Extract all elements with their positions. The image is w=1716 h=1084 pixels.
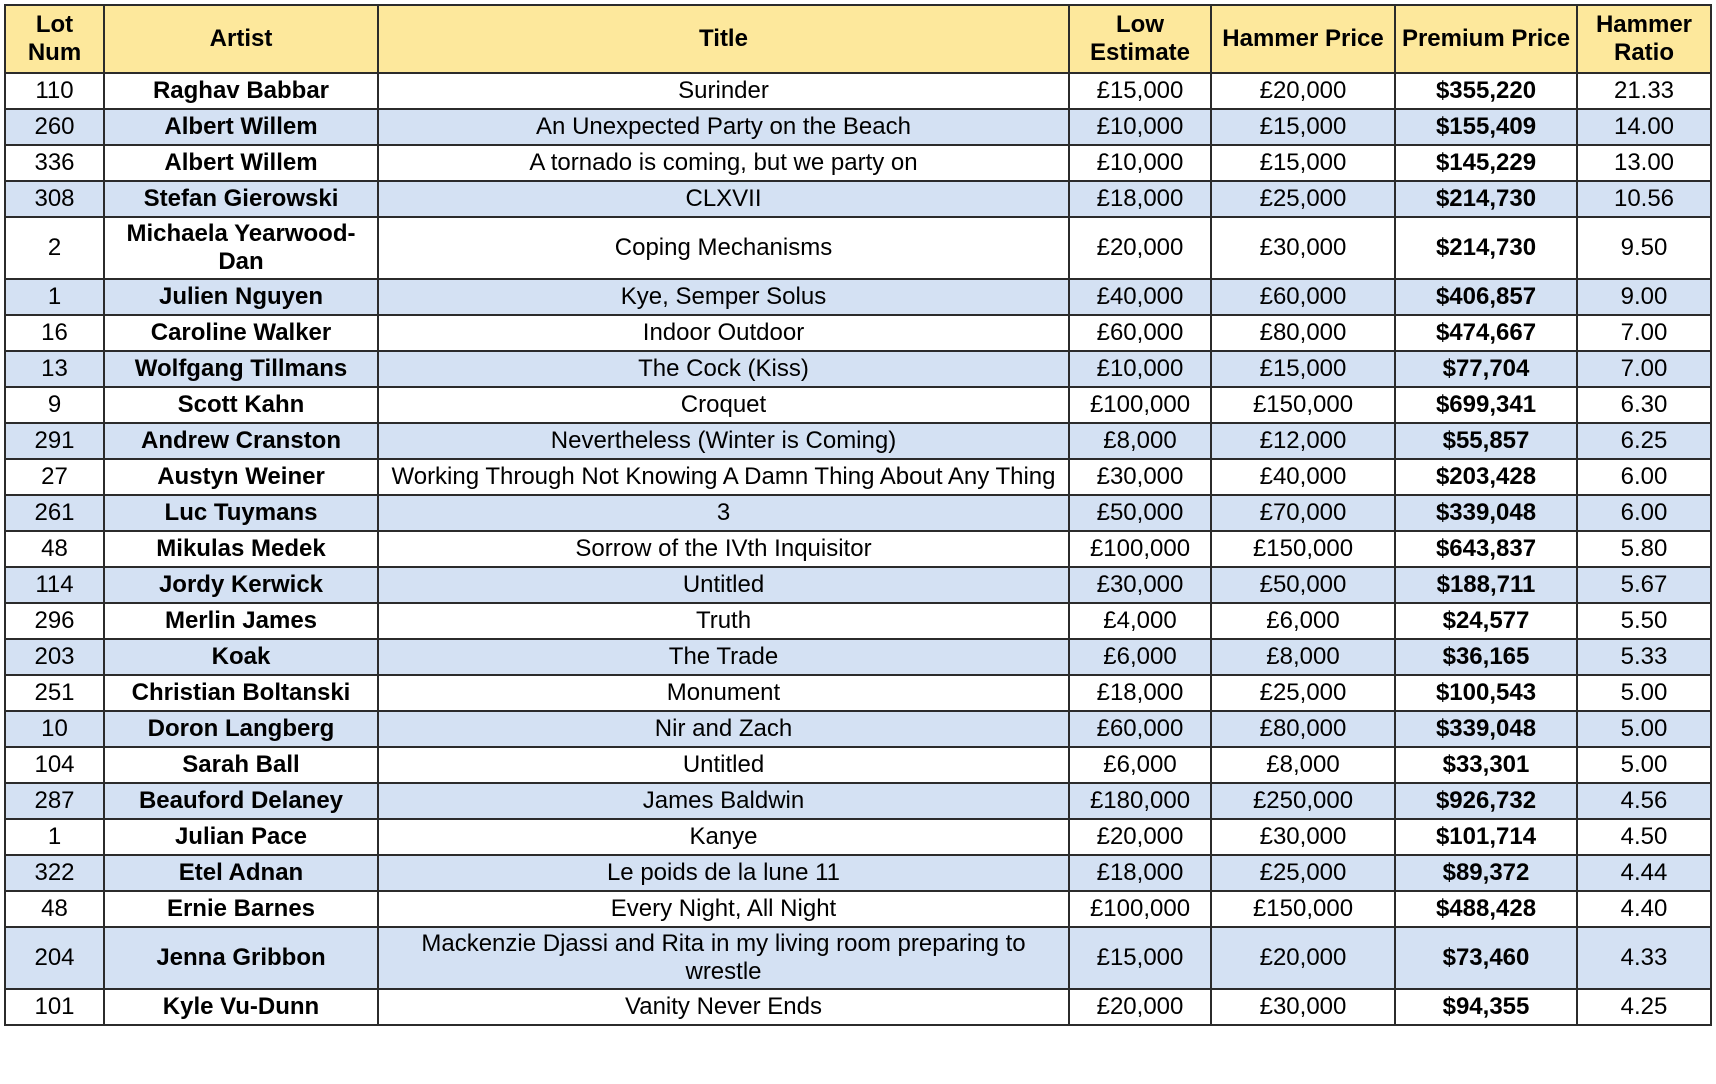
header-title[interactable]: Title: [378, 5, 1069, 73]
cell-artist[interactable]: Christian Boltanski: [104, 675, 378, 711]
cell-premium-price[interactable]: $89,372: [1395, 855, 1577, 891]
cell-lot-num[interactable]: 1: [5, 279, 104, 315]
cell-premium-price[interactable]: $100,543: [1395, 675, 1577, 711]
cell-hammer-ratio[interactable]: 6.00: [1577, 459, 1711, 495]
cell-title[interactable]: Vanity Never Ends: [378, 989, 1069, 1025]
cell-premium-price[interactable]: $188,711: [1395, 567, 1577, 603]
cell-lot-num[interactable]: 48: [5, 891, 104, 927]
cell-artist[interactable]: Julien Nguyen: [104, 279, 378, 315]
cell-hammer-price[interactable]: £40,000: [1211, 459, 1395, 495]
table-row: [5, 675, 1711, 711]
table-row: [5, 351, 1711, 387]
cell-artist[interactable]: Michaela Yearwood-Dan: [104, 217, 378, 279]
cell-title[interactable]: Kanye: [378, 819, 1069, 855]
cell-hammer-price[interactable]: £15,000: [1211, 351, 1395, 387]
cell-lot-num[interactable]: 16: [5, 315, 104, 351]
cell-lot-num[interactable]: 2: [5, 217, 104, 279]
cell-hammer-price[interactable]: £150,000: [1211, 531, 1395, 567]
cell-hammer-ratio[interactable]: 6.30: [1577, 387, 1711, 423]
cell-premium-price[interactable]: $77,704: [1395, 351, 1577, 387]
cell-lot-num[interactable]: 296: [5, 603, 104, 639]
cell-low-estimate[interactable]: £4,000: [1069, 603, 1211, 639]
table-row: [5, 315, 1711, 351]
cell-hammer-price[interactable]: £25,000: [1211, 675, 1395, 711]
header-lot-num[interactable]: Lot Num: [5, 5, 104, 73]
cell-low-estimate[interactable]: £10,000: [1069, 109, 1211, 145]
cell-hammer-ratio[interactable]: 9.50: [1577, 217, 1711, 279]
cell-low-estimate[interactable]: £10,000: [1069, 351, 1211, 387]
cell-artist[interactable]: Albert Willem: [104, 109, 378, 145]
cell-title[interactable]: An Unexpected Party on the Beach: [378, 109, 1069, 145]
cell-premium-price[interactable]: $145,229: [1395, 145, 1577, 181]
cell-hammer-price[interactable]: £150,000: [1211, 891, 1395, 927]
cell-low-estimate[interactable]: £6,000: [1069, 639, 1211, 675]
cell-hammer-ratio[interactable]: 10.56: [1577, 181, 1711, 217]
cell-lot-num[interactable]: 9: [5, 387, 104, 423]
cell-artist[interactable]: Etel Adnan: [104, 855, 378, 891]
cell-hammer-ratio[interactable]: 21.33: [1577, 73, 1711, 109]
cell-lot-num[interactable]: 114: [5, 567, 104, 603]
table-row: [5, 459, 1711, 495]
cell-low-estimate[interactable]: £60,000: [1069, 711, 1211, 747]
cell-title[interactable]: Indoor Outdoor: [378, 315, 1069, 351]
cell-hammer-ratio[interactable]: 4.33: [1577, 927, 1711, 989]
cell-premium-price[interactable]: $24,577: [1395, 603, 1577, 639]
cell-lot-num[interactable]: 204: [5, 927, 104, 989]
cell-low-estimate[interactable]: £100,000: [1069, 531, 1211, 567]
cell-artist[interactable]: Scott Kahn: [104, 387, 378, 423]
cell-premium-price[interactable]: $55,857: [1395, 423, 1577, 459]
cell-premium-price[interactable]: $643,837: [1395, 531, 1577, 567]
cell-premium-price[interactable]: $155,409: [1395, 109, 1577, 145]
cell-lot-num[interactable]: 308: [5, 181, 104, 217]
cell-hammer-price[interactable]: £70,000: [1211, 495, 1395, 531]
cell-title[interactable]: The Trade: [378, 639, 1069, 675]
cell-low-estimate[interactable]: £20,000: [1069, 819, 1211, 855]
cell-hammer-price[interactable]: £20,000: [1211, 927, 1395, 989]
table-row: [5, 747, 1711, 783]
cell-hammer-ratio[interactable]: 4.56: [1577, 783, 1711, 819]
cell-artist[interactable]: Raghav Babbar: [104, 73, 378, 109]
cell-hammer-ratio[interactable]: 7.00: [1577, 315, 1711, 351]
cell-lot-num[interactable]: 48: [5, 531, 104, 567]
cell-low-estimate[interactable]: £100,000: [1069, 387, 1211, 423]
table-row: [5, 567, 1711, 603]
cell-title[interactable]: James Baldwin: [378, 783, 1069, 819]
table-row: [5, 387, 1711, 423]
cell-low-estimate[interactable]: £18,000: [1069, 675, 1211, 711]
cell-premium-price[interactable]: $214,730: [1395, 217, 1577, 279]
cell-premium-price[interactable]: $474,667: [1395, 315, 1577, 351]
cell-lot-num[interactable]: 287: [5, 783, 104, 819]
cell-low-estimate[interactable]: £60,000: [1069, 315, 1211, 351]
cell-premium-price[interactable]: $33,301: [1395, 747, 1577, 783]
auction-results-table: [4, 4, 1712, 1026]
cell-hammer-ratio[interactable]: 7.00: [1577, 351, 1711, 387]
cell-hammer-price[interactable]: £80,000: [1211, 315, 1395, 351]
cell-title[interactable]: The Cock (Kiss): [378, 351, 1069, 387]
cell-premium-price[interactable]: $406,857: [1395, 279, 1577, 315]
header-row: [5, 5, 1711, 73]
cell-hammer-price[interactable]: £80,000: [1211, 711, 1395, 747]
cell-hammer-ratio[interactable]: 4.25: [1577, 989, 1711, 1025]
cell-lot-num[interactable]: 104: [5, 747, 104, 783]
cell-hammer-ratio[interactable]: 6.00: [1577, 495, 1711, 531]
cell-artist[interactable]: Sarah Ball: [104, 747, 378, 783]
cell-artist[interactable]: Julian Pace: [104, 819, 378, 855]
cell-hammer-price[interactable]: £8,000: [1211, 747, 1395, 783]
cell-artist[interactable]: Jordy Kerwick: [104, 567, 378, 603]
cell-premium-price[interactable]: $339,048: [1395, 711, 1577, 747]
cell-low-estimate[interactable]: £30,000: [1069, 567, 1211, 603]
cell-artist[interactable]: Beauford Delaney: [104, 783, 378, 819]
cell-low-estimate[interactable]: £10,000: [1069, 145, 1211, 181]
cell-lot-num[interactable]: 27: [5, 459, 104, 495]
cell-premium-price[interactable]: $36,165: [1395, 639, 1577, 675]
table-row: [5, 145, 1711, 181]
header-hammer-price[interactable]: Hammer Price: [1211, 5, 1395, 73]
cell-low-estimate[interactable]: £40,000: [1069, 279, 1211, 315]
cell-title[interactable]: Coping Mechanisms: [378, 217, 1069, 279]
cell-artist[interactable]: Stefan Gierowski: [104, 181, 378, 217]
cell-title[interactable]: Sorrow of the IVth Inquisitor: [378, 531, 1069, 567]
cell-lot-num[interactable]: 13: [5, 351, 104, 387]
cell-premium-price[interactable]: $355,220: [1395, 73, 1577, 109]
header-premium-price[interactable]: Premium Price: [1395, 5, 1577, 73]
cell-hammer-ratio[interactable]: 13.00: [1577, 145, 1711, 181]
table-row: [5, 217, 1711, 279]
table-row: [5, 531, 1711, 567]
header-low-estimate[interactable]: Low Estimate: [1069, 5, 1211, 73]
cell-hammer-price[interactable]: £25,000: [1211, 855, 1395, 891]
cell-hammer-ratio[interactable]: 5.33: [1577, 639, 1711, 675]
cell-hammer-price[interactable]: £8,000: [1211, 639, 1395, 675]
table-row: [5, 603, 1711, 639]
cell-artist[interactable]: Caroline Walker: [104, 315, 378, 351]
cell-hammer-price[interactable]: £30,000: [1211, 989, 1395, 1025]
cell-artist[interactable]: Austyn Weiner: [104, 459, 378, 495]
cell-hammer-price[interactable]: £15,000: [1211, 145, 1395, 181]
cell-title[interactable]: Nir and Zach: [378, 711, 1069, 747]
cell-hammer-ratio[interactable]: 14.00: [1577, 109, 1711, 145]
cell-lot-num[interactable]: 291: [5, 423, 104, 459]
cell-title[interactable]: Le poids de la lune 11: [378, 855, 1069, 891]
cell-hammer-ratio[interactable]: 5.80: [1577, 531, 1711, 567]
cell-lot-num[interactable]: 261: [5, 495, 104, 531]
cell-artist[interactable]: Doron Langberg: [104, 711, 378, 747]
cell-lot-num[interactable]: 1: [5, 819, 104, 855]
cell-title[interactable]: Every Night, All Night: [378, 891, 1069, 927]
cell-lot-num[interactable]: 322: [5, 855, 104, 891]
cell-artist[interactable]: Ernie Barnes: [104, 891, 378, 927]
cell-artist[interactable]: Andrew Cranston: [104, 423, 378, 459]
table-row: [5, 109, 1711, 145]
cell-low-estimate[interactable]: £100,000: [1069, 891, 1211, 927]
cell-premium-price[interactable]: $214,730: [1395, 181, 1577, 217]
cell-artist[interactable]: Mikulas Medek: [104, 531, 378, 567]
cell-lot-num[interactable]: 110: [5, 73, 104, 109]
cell-low-estimate[interactable]: £20,000: [1069, 989, 1211, 1025]
cell-low-estimate[interactable]: £180,000: [1069, 783, 1211, 819]
header-artist[interactable]: Artist: [104, 5, 378, 73]
cell-title[interactable]: Working Through Not Knowing A Damn Thing About Any Thing: [378, 459, 1069, 495]
cell-hammer-price[interactable]: £30,000: [1211, 819, 1395, 855]
cell-title[interactable]: Monument: [378, 675, 1069, 711]
table-row: [5, 819, 1711, 855]
header-hammer-ratio[interactable]: Hammer Ratio: [1577, 5, 1711, 73]
cell-artist[interactable]: Merlin James: [104, 603, 378, 639]
cell-lot-num[interactable]: 336: [5, 145, 104, 181]
cell-title[interactable]: Mackenzie Djassi and Rita in my living room preparing to wrestle: [378, 927, 1069, 989]
table-row: [5, 495, 1711, 531]
cell-low-estimate[interactable]: £30,000: [1069, 459, 1211, 495]
cell-artist[interactable]: Luc Tuymans: [104, 495, 378, 531]
cell-hammer-price[interactable]: £25,000: [1211, 181, 1395, 217]
table-row: [5, 711, 1711, 747]
cell-premium-price[interactable]: $101,714: [1395, 819, 1577, 855]
cell-low-estimate[interactable]: £50,000: [1069, 495, 1211, 531]
cell-hammer-ratio[interactable]: 5.00: [1577, 711, 1711, 747]
cell-premium-price[interactable]: $73,460: [1395, 927, 1577, 989]
cell-title[interactable]: Croquet: [378, 387, 1069, 423]
table-row: [5, 279, 1711, 315]
cell-low-estimate[interactable]: £15,000: [1069, 73, 1211, 109]
cell-title[interactable]: Nevertheless (Winter is Coming): [378, 423, 1069, 459]
cell-title[interactable]: 3: [378, 495, 1069, 531]
cell-hammer-ratio[interactable]: 6.25: [1577, 423, 1711, 459]
table-row: [5, 783, 1711, 819]
cell-hammer-price[interactable]: £30,000: [1211, 217, 1395, 279]
cell-lot-num[interactable]: 260: [5, 109, 104, 145]
table-row: [5, 423, 1711, 459]
cell-artist[interactable]: Albert Willem: [104, 145, 378, 181]
cell-artist[interactable]: Wolfgang Tillmans: [104, 351, 378, 387]
cell-hammer-price[interactable]: £6,000: [1211, 603, 1395, 639]
cell-premium-price[interactable]: $926,732: [1395, 783, 1577, 819]
cell-title[interactable]: Untitled: [378, 567, 1069, 603]
cell-title[interactable]: Untitled: [378, 747, 1069, 783]
cell-low-estimate[interactable]: £20,000: [1069, 217, 1211, 279]
cell-hammer-ratio[interactable]: 4.40: [1577, 891, 1711, 927]
table-row: [5, 855, 1711, 891]
cell-hammer-ratio[interactable]: 5.67: [1577, 567, 1711, 603]
cell-low-estimate[interactable]: £8,000: [1069, 423, 1211, 459]
cell-artist[interactable]: Kyle Vu-Dunn: [104, 989, 378, 1025]
cell-lot-num[interactable]: 203: [5, 639, 104, 675]
table-row: [5, 891, 1711, 927]
table-row: [5, 927, 1711, 989]
cell-hammer-ratio[interactable]: 5.00: [1577, 675, 1711, 711]
cell-hammer-price[interactable]: £60,000: [1211, 279, 1395, 315]
cell-premium-price[interactable]: $699,341: [1395, 387, 1577, 423]
cell-lot-num[interactable]: 251: [5, 675, 104, 711]
table-row: [5, 73, 1711, 109]
cell-low-estimate[interactable]: £6,000: [1069, 747, 1211, 783]
cell-hammer-price[interactable]: £20,000: [1211, 73, 1395, 109]
cell-hammer-price[interactable]: £15,000: [1211, 109, 1395, 145]
cell-hammer-price[interactable]: £150,000: [1211, 387, 1395, 423]
cell-lot-num[interactable]: 101: [5, 989, 104, 1025]
cell-premium-price[interactable]: $488,428: [1395, 891, 1577, 927]
cell-hammer-ratio[interactable]: 4.50: [1577, 819, 1711, 855]
table-row: [5, 181, 1711, 217]
cell-title[interactable]: CLXVII: [378, 181, 1069, 217]
table-row: [5, 989, 1711, 1025]
cell-hammer-price[interactable]: £250,000: [1211, 783, 1395, 819]
cell-title[interactable]: Truth: [378, 603, 1069, 639]
table-row: [5, 639, 1711, 675]
cell-artist[interactable]: Jenna Gribbon: [104, 927, 378, 989]
cell-low-estimate[interactable]: £18,000: [1069, 181, 1211, 217]
cell-artist[interactable]: Koak: [104, 639, 378, 675]
cell-hammer-price[interactable]: £50,000: [1211, 567, 1395, 603]
cell-premium-price[interactable]: $203,428: [1395, 459, 1577, 495]
cell-title[interactable]: Kye, Semper Solus: [378, 279, 1069, 315]
cell-low-estimate[interactable]: £18,000: [1069, 855, 1211, 891]
cell-hammer-ratio[interactable]: 4.44: [1577, 855, 1711, 891]
cell-hammer-ratio[interactable]: 9.00: [1577, 279, 1711, 315]
cell-hammer-ratio[interactable]: 5.00: [1577, 747, 1711, 783]
cell-lot-num[interactable]: 10: [5, 711, 104, 747]
cell-hammer-price[interactable]: £12,000: [1211, 423, 1395, 459]
cell-premium-price[interactable]: $94,355: [1395, 989, 1577, 1025]
cell-low-estimate[interactable]: £15,000: [1069, 927, 1211, 989]
cell-title[interactable]: Surinder: [378, 73, 1069, 109]
cell-title[interactable]: A tornado is coming, but we party on: [378, 145, 1069, 181]
cell-hammer-ratio[interactable]: 5.50: [1577, 603, 1711, 639]
cell-premium-price[interactable]: $339,048: [1395, 495, 1577, 531]
